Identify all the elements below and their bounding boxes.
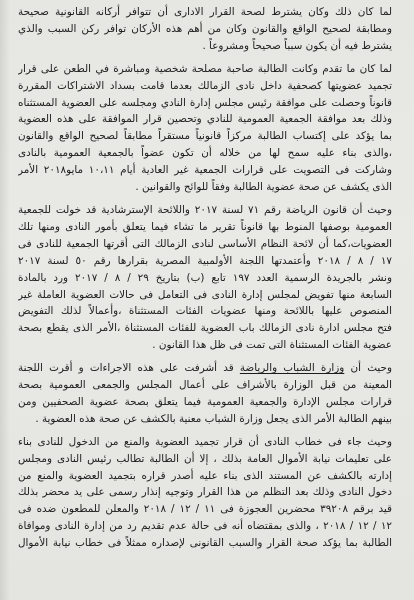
paragraph-membership-interest (18, 61, 392, 196)
text-line: ونشر بالجريدة الرسمية العدد ١٩٧ تابع (ب) بتاريخ ٢٩ / ٨ / ٢٠١٧ ورد بالمادة (18, 271, 392, 284)
underlined-phrase: وزارة الشباب والرياضة (239, 362, 345, 375)
text-line-underlined: وحيث أن وزارة الشباب والرياضة قد أشرفت على هذه الاجراءات و أقرت اللجنة (18, 362, 392, 375)
text-line: ١٢ / ١٢ / ٢٠١٨ ، والذى بمقتضاه أنه فى حالة عدم تقديم رد من إدارة النادى وموافاة (18, 520, 392, 533)
text-line: إدارته بالكشف عن المستند الذى بناء عليه أصدر قراره بتجميد العضوية والمنع من (18, 469, 392, 482)
text-line: وحيث جاء فى خطاب النادى أن قرار تجميد العضوية والمنع من الدخول للنادى بناء (18, 435, 392, 448)
text-line: تجميد عضويتها كصحفية داخل نادى الزمالك بعدما قامت بسداد الاشتراكات المقررة (18, 79, 392, 92)
text-line: عضوية الفئات المستثناة التى تمت فى ظل هذا القانون . (152, 339, 392, 352)
text-line: لما كان ذلك وكان يشترط لصحة القرار الادارى أن تتوافر أركانه القانونية صحيحة (18, 6, 392, 18)
text-line: قيد برقم ٣٩٢٠٨ محضرين العجوزة فى ١١ / ١٢ / ٢٠١٨ والمعلن للمطعون ضده فى (18, 503, 392, 516)
paragraph-legal-basis (18, 4, 392, 55)
text-line: ١٧ / ٨ / ٢٠١٨ وأعتمدتها اللجنة الأولمبية المصرية بقرارها رقم ٥٠ لسنة ٢٠١٧ (18, 254, 392, 267)
text-line: الذى يكشف عن صحة عضوية الطالبة وفقاً للوائح والقوانين . (135, 181, 392, 194)
text-line: يشترط فيه أن يكون سبباً صحيحاً ومشروعاً . (202, 39, 392, 52)
text-line: دخول النادى وذلك بعد التظلم من هذا القرار وتوجيه إنذار رسمى على يد محضر بذلك (18, 486, 392, 499)
text-line: فتح مجلس ادارة نادى الزمالك باب العضوية للفئات المستثناة ،الأمر الذى يقطع بصحة (18, 322, 392, 335)
text-line: ومطابقة لصحيح الواقع والقانون وكان من أهم هذه الأركان توافر ركن السبب والذي (18, 22, 392, 35)
text-line: ،والذى بناء عليه سمح لها من خلاله أن تكون عضواً بالجمعية العمومية بالنادى (18, 147, 392, 160)
text-line: السابعة منها تفويض لمجلس إدارة النادى فى التعامل فى حالات العضوية العاملة غير (18, 288, 392, 301)
text-line: قرارات مجلس الإدارة والجمعية العمومية فيما يتعلق بصحة عضوية الصحفيين ومن (18, 395, 392, 408)
text-line: لما كان ما تقدم وكانت الطالبة صاحبة مصلحة شخصية ومباشرة في الطعن على قرار (18, 62, 392, 75)
text-line: وذلك بعد موافقة الجمعية العمومية للنادي وتحصين قرار الموافقة على هذه العضوية (18, 113, 392, 126)
text-line: الطالبة بما يؤكد صحة القرار والسبب القانونى لإصداره ممثلاً فى خطاب نيابة الأموال (18, 537, 392, 550)
text-line: المنصوص عليها باللائحة ومنها عضويات الفئات المستثناة ،وأعمالاً لذلك التفويض (18, 305, 392, 318)
paragraph-ministry (18, 360, 392, 428)
text-line: المعينة من قبل الوزارة بالأشراف على أعمال المجلس والجمعى العمومية بصحة (18, 379, 392, 392)
paragraph-club-letter (18, 434, 392, 552)
text-line: وحيث أن قانون الرياضة رقم ٧١ لسنة ٢٠١٧ واللائحة الإسترشادية قد خولت للجمعية (18, 203, 392, 216)
text-line: بينهم الطالبة الأمر الذى يجعل وزارة الشباب معنية بالكشف عن صحة هذه العضوية . (35, 412, 392, 425)
text-line: وشاركت فى التصويت على قرارات الجمعية غير العادية أيام ١٠،١١ مايو٢٠١٨ الأمر (18, 164, 392, 177)
paragraph-sports-law (18, 202, 392, 354)
text-line: بما يؤكد على إكتساب الطالبة مركزاً قانونياً مستقراً مطابقاً لصحيح الواقع والقانون (18, 130, 392, 143)
text-line: قانوناً وحصلت على موافقة رئيس مجلس إدارة النادي ومجلسه على العضوية المستثناه (18, 96, 392, 109)
text-line: العمومية بوصفها المنوط بها قانوناً تقرير ما تشاء فيما يتعلق بأمور النادى ومنها تلك (18, 220, 392, 233)
text-line: على تعليمات نيابة الأموال العامة بذلك ، إلا أن الطالبة تطالب رئيس النادى ومجلس (18, 452, 392, 465)
text-line: العضويات،كما أن لائحة النظام الأساسى لنادى الزمالك التى أقرتها الجمعية للنادى فى (18, 237, 392, 250)
